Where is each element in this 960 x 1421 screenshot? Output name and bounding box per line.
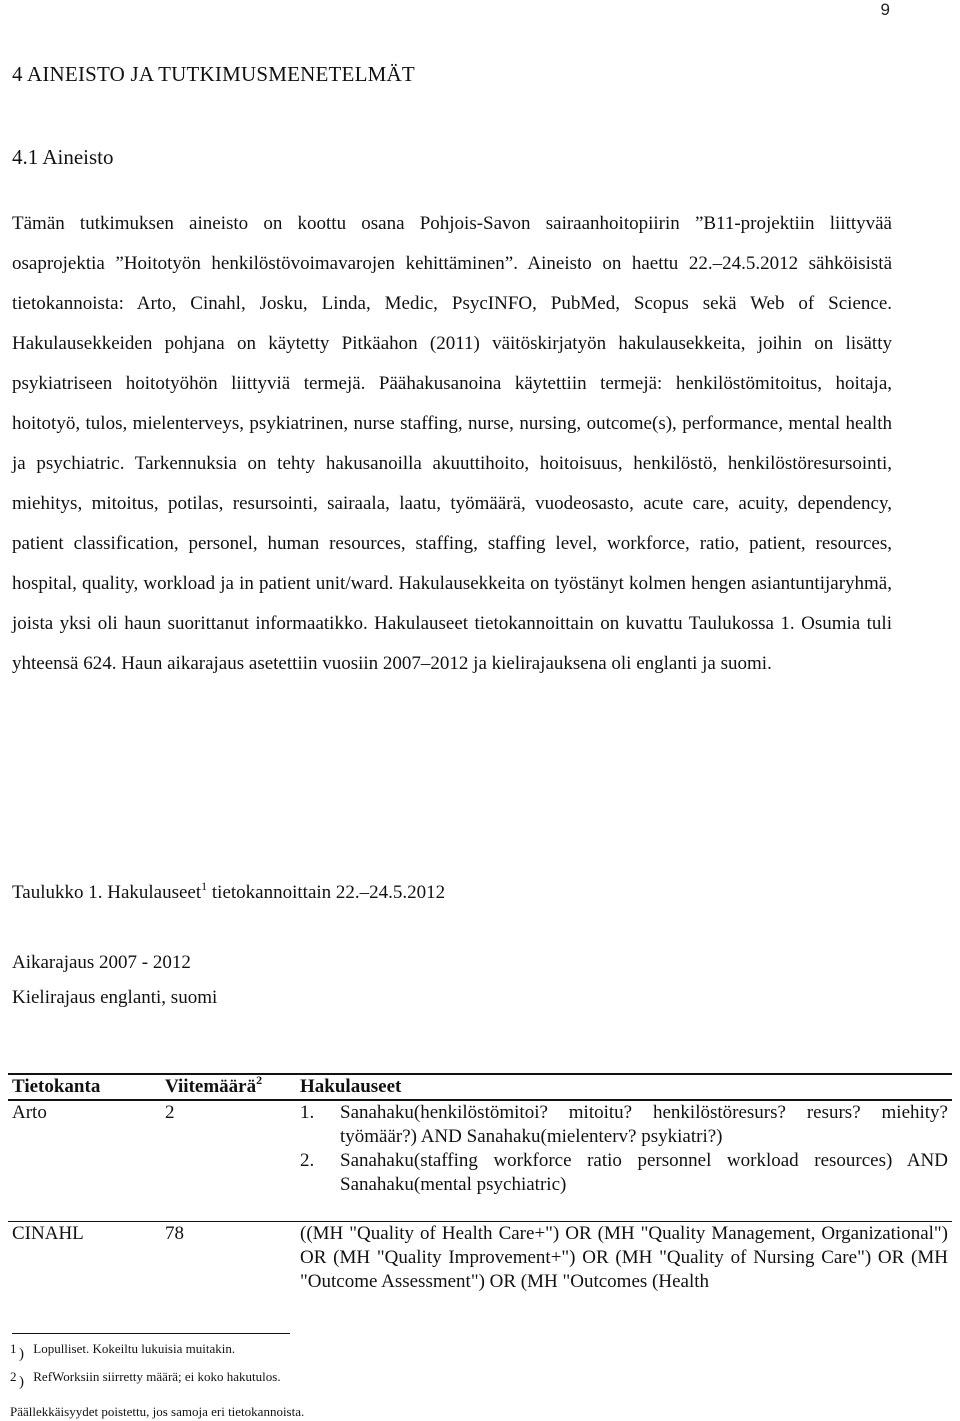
cell-references: 78 bbox=[161, 1222, 296, 1295]
footnote-text: Päällekkäisyydet poistettu, jos samoja eri tietokannoista. bbox=[10, 1404, 305, 1419]
page-number: 9 bbox=[880, 0, 890, 19]
footnote-number: 2 bbox=[10, 1369, 17, 1384]
table-caption-footnote-ref: 1 bbox=[201, 879, 208, 893]
query-list bbox=[300, 1101, 948, 1197]
header-queries: Hakulauseet bbox=[296, 1074, 952, 1100]
footnote-3 bbox=[10, 1404, 304, 1420]
query-text: Sanahaku(henkilöstömitoi? mitoitu? henkilöstöresurs? resurs? miehity? työmäär?) AND Sanahaku(mielenterv? psykiatri?) bbox=[340, 1102, 948, 1147]
chapter-heading: 4 AINEISTO JA TUTKIMUSMENETELMÄT bbox=[12, 62, 415, 86]
query-item bbox=[300, 1149, 948, 1197]
search-queries-table bbox=[8, 1073, 952, 1294]
query-number: 2. bbox=[300, 1150, 315, 1171]
cell-query: ((MH "Quality of Health Care+") OR (MH "Quality Management, Organizational") OR (MH "Quality Improvement+") OR (MH "Quality of Nursing Care") OR (MH "Outcome Assessment") OR (MH "Outcomes (Health bbox=[296, 1222, 952, 1295]
footnote-paren: ) bbox=[19, 1374, 24, 1390]
cell-database: Arto bbox=[12, 1102, 47, 1123]
footnote-number: 1 bbox=[10, 1341, 17, 1356]
query-text: Sanahaku(staffing workforce ratio personnel workload resources) AND Sanahaku(mental psychiatric) bbox=[340, 1150, 948, 1195]
table-row-arto bbox=[8, 1100, 952, 1197]
query-item bbox=[300, 1101, 948, 1149]
header-references-label: Viitemäärä bbox=[165, 1076, 257, 1097]
table-caption-prefix: Taulukko 1. Hakulauseet bbox=[12, 882, 202, 903]
footnote-1 bbox=[10, 1341, 236, 1362]
cell-references: 2 bbox=[165, 1102, 175, 1123]
cell-queries bbox=[296, 1100, 952, 1197]
footnote-marker bbox=[10, 1341, 30, 1362]
footnote-text: RefWorksiin siirretty määrä; ei koko hakutulos. bbox=[33, 1369, 281, 1384]
cell-database: CINAHL bbox=[8, 1222, 161, 1295]
table-spacer-row bbox=[8, 1197, 952, 1222]
table-header-row bbox=[8, 1074, 952, 1100]
footnote-divider bbox=[12, 1333, 290, 1334]
footnote-2 bbox=[10, 1369, 281, 1390]
header-database: Tietokanta bbox=[8, 1074, 161, 1100]
body-paragraph: Tämän tutkimuksen aineisto on koottu osana Pohjois-Savon sairaanhoitopiirin ”B11-projektiin liittyvää osaprojektia ”Hoitotyön henkilöstövoimavarojen kehittäminen”. Aineisto on haettu 22.–24.5.2012 sähköisistä tietokannoista: Arto, Cinahl, Josku, Linda, Medic, PsycINFO, PubMed, Scopus sekä Web of Science. Hakulausekkeiden pohjana on käytetty Pitkäahon (2011) väitöskirjatyön hakulausekkeita, joihin on lisätty psykiatriseen hoitotyöhön liittyviä termejä. Päähakusanoina käytettiin termejä: henkilöstömitoitus, hoitaja, hoitotyö, tulos, mielenterveys, psykiatrinen, nurse staffing, nurse, nursing, outcome(s), performance, mental health ja psychiatric. Tarkennuksia on tehty hakusanoilla akuuttihoito, hoitoisuus, henkilöstö, henkilöstöresursointi, miehitys, mitoitus, potilas, resursointi, sairaala, laatu, työmäärä, vuodeosasto, acute care, acuity, dependency, patient classification, personel, human resources, staffing, staffing level, workforce, ratio, patient, resources, hospital, quality, workload ja in patient unit/ward. Hakulausekkeita on työstänyt kolmen hengen asiantuntijaryhmä, joista yksi oli haun suorittanut informaatikko. Hakulauseet tietokannoittain on kuvattu Taulukossa 1. Osumia tuli yhteensä 624. Haun aikarajaus asetettiin vuosiin 2007–2012 ja kielirajauksena oli englanti ja suomi. bbox=[12, 213, 892, 674]
header-references-footnote-ref: 2 bbox=[256, 1073, 263, 1087]
table-caption-suffix: tietokannoittain 22.–24.5.2012 bbox=[207, 882, 446, 903]
table-row-cinahl bbox=[8, 1222, 952, 1295]
language-limit: Kielirajaus englanti, suomi bbox=[12, 987, 218, 1008]
footnote-paren: ) bbox=[19, 1346, 24, 1362]
query-number: 1. bbox=[300, 1102, 315, 1123]
header-references bbox=[161, 1074, 296, 1100]
footnote-text: Lopulliset. Kokeiltu lukuisia muitakin. bbox=[33, 1341, 236, 1356]
time-limit: Aikarajaus 2007 - 2012 bbox=[12, 952, 191, 973]
footnote-marker bbox=[10, 1369, 30, 1390]
table-caption bbox=[12, 879, 446, 904]
section-heading: 4.1 Aineisto bbox=[12, 145, 114, 169]
